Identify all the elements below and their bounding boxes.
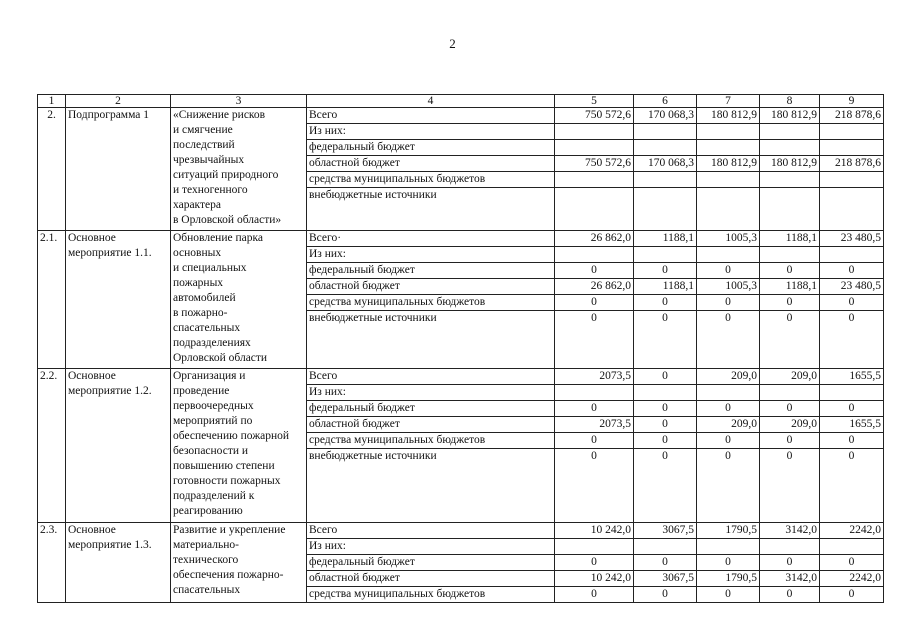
value-cell: 0 (555, 401, 634, 417)
value-cell (634, 172, 697, 188)
value-cell: 0 (820, 433, 884, 449)
title-line: чрезвычайных (173, 154, 245, 166)
value-cell: 170 068,3 (634, 156, 697, 172)
value-cell: 0 (634, 449, 697, 523)
source-label: областной бюджет (307, 279, 555, 295)
value-cell (555, 172, 634, 188)
row-name (66, 523, 171, 603)
source-label: областной бюджет (307, 417, 555, 433)
title-line: Обновление парка (173, 232, 263, 244)
value-cell: 209,0 (760, 369, 820, 385)
title-line: автомобилей (173, 292, 236, 304)
value-cell (697, 140, 760, 156)
header-cell: 2 (66, 95, 171, 108)
value-cell: 0 (555, 311, 634, 369)
value-cell: 0 (697, 401, 760, 417)
value-cell: 2073,5 (555, 369, 634, 385)
value-cell: 209,0 (697, 417, 760, 433)
value-cell: 1188,1 (760, 231, 820, 247)
source-label: федеральный бюджет (307, 401, 555, 417)
value-cell: 0 (555, 263, 634, 279)
value-cell: 0 (634, 555, 697, 571)
value-cell: 1655,5 (820, 417, 884, 433)
table-row (38, 523, 884, 539)
value-cell: 218 878,6 (820, 156, 884, 172)
value-cell (555, 188, 634, 231)
value-cell: 0 (555, 295, 634, 311)
value-cell (820, 188, 884, 231)
value-cell: 0 (820, 555, 884, 571)
value-cell (634, 140, 697, 156)
name-line: мероприятие 1.2. (68, 385, 152, 397)
program-table (37, 94, 884, 603)
table-row (38, 369, 884, 385)
value-cell (697, 188, 760, 231)
value-cell (760, 188, 820, 231)
value-cell: 750 572,6 (555, 156, 634, 172)
value-cell: 3067,5 (634, 571, 697, 587)
value-cell: 0 (634, 263, 697, 279)
name-line: Основное (68, 232, 116, 244)
title-line: готовности пожарных (173, 475, 281, 487)
value-cell: 0 (820, 311, 884, 369)
value-cell: 1790,5 (697, 523, 760, 539)
row-code: 2.2. (38, 369, 66, 523)
value-cell: 0 (760, 587, 820, 603)
value-cell: 0 (697, 263, 760, 279)
value-cell: 0 (555, 587, 634, 603)
value-cell: 180 812,9 (697, 156, 760, 172)
value-cell: 0 (760, 295, 820, 311)
source-label: внебюджетные источники (307, 188, 555, 231)
source-label: внебюджетные источники (307, 449, 555, 523)
value-cell (820, 172, 884, 188)
source-label: областной бюджет (307, 156, 555, 172)
title-line: Организация и (173, 370, 246, 382)
value-cell: 26 862,0 (555, 279, 634, 295)
value-cell: 0 (760, 433, 820, 449)
value-cell: 0 (820, 295, 884, 311)
table-row (38, 231, 884, 247)
source-label: федеральный бюджет (307, 263, 555, 279)
title-line: обеспечению пожарной (173, 430, 290, 442)
row-name (66, 369, 171, 523)
title-line: основных (173, 247, 222, 259)
source-label: федеральный бюджет (307, 555, 555, 571)
title-line: обеспечения пожарно- (173, 569, 284, 581)
title-line: подразделений к (173, 490, 255, 502)
source-label: средства муниципальных бюджетов (307, 295, 555, 311)
title-line: и техногенного (173, 184, 248, 196)
title-line: технического (173, 554, 239, 566)
title-line: и смягчение (173, 124, 233, 136)
value-cell: 180 812,9 (760, 156, 820, 172)
title-line: подразделениях (173, 337, 251, 349)
row-title (171, 523, 307, 603)
header-cell: 8 (760, 95, 820, 108)
value-cell: 0 (634, 587, 697, 603)
value-cell: 2242,0 (820, 571, 884, 587)
value-cell: 0 (820, 263, 884, 279)
value-cell: 0 (760, 555, 820, 571)
header-cell: 9 (820, 95, 884, 108)
row-title (171, 369, 307, 523)
title-line: Развитие и укрепление (173, 524, 286, 536)
value-cell: 750 572,6 (555, 108, 634, 124)
value-cell: 10 242,0 (555, 523, 634, 539)
title-line: первоочередных (173, 400, 254, 412)
value-cell: 0 (634, 417, 697, 433)
value-cell: 1188,1 (634, 231, 697, 247)
row-code: 2.1. (38, 231, 66, 369)
value-cell: 0 (760, 311, 820, 369)
title-line: спасательных (173, 584, 241, 596)
title-line: последствий (173, 139, 235, 151)
header-cell: 1 (38, 95, 66, 108)
value-cell: 0 (760, 401, 820, 417)
value-cell: 3142,0 (760, 571, 820, 587)
value-cell: 0 (697, 587, 760, 603)
value-cell: 1188,1 (634, 279, 697, 295)
header-cell: 6 (634, 95, 697, 108)
value-cell (555, 140, 634, 156)
row-code: 2.3. (38, 523, 66, 603)
title-line: в пожарно- (173, 307, 228, 319)
source-label: федеральный бюджет (307, 140, 555, 156)
value-cell: 3067,5 (634, 523, 697, 539)
header-cell: 7 (697, 95, 760, 108)
source-label: Всего (307, 108, 555, 124)
value-cell: 1655,5 (820, 369, 884, 385)
value-cell: 0 (634, 433, 697, 449)
title-line: проведение (173, 385, 230, 397)
title-line: «Снижение рисков (173, 109, 266, 121)
name-line: Основное (68, 524, 116, 536)
header-cell: 3 (171, 95, 307, 108)
title-line: ситуаций природного (173, 169, 279, 181)
value-cell: 0 (634, 401, 697, 417)
value-cell: 26 862,0 (555, 231, 634, 247)
source-label: внебюджетные источники (307, 311, 555, 369)
value-cell: 2242,0 (820, 523, 884, 539)
source-label: Всего (307, 523, 555, 539)
name-line: мероприятие 1.1. (68, 247, 152, 259)
title-line: мероприятий по (173, 415, 253, 427)
value-cell: 23 480,5 (820, 279, 884, 295)
row-code: 2. (38, 108, 66, 231)
name-line: Основное (68, 370, 116, 382)
title-line: повышению степени (173, 460, 275, 472)
value-cell: 3142,0 (760, 523, 820, 539)
value-cell: 0 (697, 555, 760, 571)
source-label: средства муниципальных бюджетов (307, 587, 555, 603)
value-cell: 0 (555, 555, 634, 571)
value-cell: 180 812,9 (697, 108, 760, 124)
title-line: и специальных (173, 262, 247, 274)
value-cell: 209,0 (760, 417, 820, 433)
row-name (66, 231, 171, 369)
row-name: Подпрограмма 1 (66, 108, 171, 231)
title-line: в Орловской области» (173, 214, 282, 226)
title-line: характера (173, 199, 221, 211)
value-cell: 170 068,3 (634, 108, 697, 124)
value-cell: 0 (634, 295, 697, 311)
value-cell: 180 812,9 (760, 108, 820, 124)
header-cell: 5 (555, 95, 634, 108)
title-line: реагированию (173, 505, 243, 517)
header-cell: 4 (307, 95, 555, 108)
value-cell: 0 (634, 369, 697, 385)
value-cell: 0 (820, 449, 884, 523)
title-line: пожарных (173, 277, 224, 289)
source-label: областной бюджет (307, 571, 555, 587)
source-label: Из них: (307, 539, 555, 555)
value-cell (760, 140, 820, 156)
value-cell: 0 (820, 587, 884, 603)
source-label: средства муниципальных бюджетов (307, 433, 555, 449)
source-label: Из них: (307, 247, 555, 263)
source-label: Всего· (307, 231, 555, 247)
value-cell: 0 (634, 311, 697, 369)
table-row (38, 108, 884, 124)
source-label: Всего (307, 369, 555, 385)
source-label: Из них: (307, 124, 555, 140)
value-cell: 1188,1 (760, 279, 820, 295)
value-cell: 209,0 (697, 369, 760, 385)
value-cell: 0 (555, 433, 634, 449)
value-cell (820, 140, 884, 156)
value-cell (697, 172, 760, 188)
title-line: спасательных (173, 322, 241, 334)
title-line: безопасности и (173, 445, 249, 457)
row-title (171, 231, 307, 369)
value-cell: 0 (760, 263, 820, 279)
value-cell (760, 172, 820, 188)
value-cell (634, 188, 697, 231)
value-cell: 0 (760, 449, 820, 523)
title-line: материально- (173, 539, 239, 551)
value-cell: 0 (555, 449, 634, 523)
value-cell: 1005,3 (697, 231, 760, 247)
value-cell: 23 480,5 (820, 231, 884, 247)
source-label: средства муниципальных бюджетов (307, 172, 555, 188)
title-line: Орловской области (173, 352, 268, 364)
value-cell: 2073,5 (555, 417, 634, 433)
value-cell: 0 (697, 449, 760, 523)
value-cell: 0 (820, 401, 884, 417)
value-cell: 0 (697, 311, 760, 369)
value-cell: 1005,3 (697, 279, 760, 295)
value-cell: 0 (697, 295, 760, 311)
source-label: Из них: (307, 385, 555, 401)
header-row (38, 95, 884, 108)
name-line: мероприятие 1.3. (68, 539, 152, 551)
value-cell: 218 878,6 (820, 108, 884, 124)
value-cell: 0 (697, 433, 760, 449)
value-cell: 10 242,0 (555, 571, 634, 587)
value-cell: 1790,5 (697, 571, 760, 587)
row-title (171, 108, 307, 231)
page-number: 2 (449, 36, 456, 51)
